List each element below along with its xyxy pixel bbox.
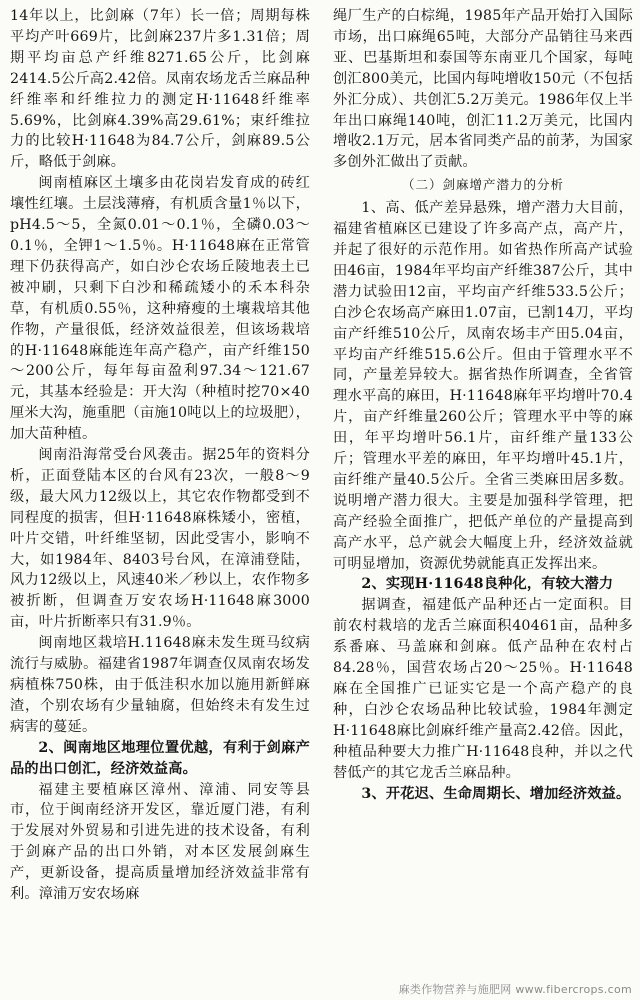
right-paragraph-2: 1、高、低产差异悬殊，增产潜力大目前，福建省植麻区已建设了许多高产点，高产片，并起了很好的示范作用。如省热作所高产试验田46亩，1984年平均亩产纤维387公斤，其中潜力试验田12亩，平均亩产纤维533.5公斤；白沙仑农场高产麻田1.07亩，已割14刀，平均亩产纤维510公斤，凤南农场丰产田5.04亩，平均亩产纤维515.6公斤。但由于管理水平不同，产量差异较大。据省热作所调查，全省管理水平高的麻田，H·11648麻年平均增叶70.4片，亩产纤维量260公斤；管理水平中等的麻田，年平均增叶56.1片，亩纤维产量133公斤；管理水平差的麻田，年平均增叶45.1片，亩纤维产量40.5公斤。全省三类麻田居多数。说明增产潜力很大。主要是加强科学管理，把高产经验全面推广，把低产单位的产量提高到高产水平，总产就会大幅度上升，经济效益就可明显增加，资源优势就能真正发挥出来。 [333,200,633,572]
right-paragraph-3: 2、实现H·11648良种化，有较大潜力 [361,576,614,593]
right-paragraph-1: 绳厂生产的白棕绳，1985年产品开始打入国际市场，出口麻绳65吨，大部分产品销往马来西亚、巴基斯坦和泰国等东南亚几个国家，每吨创汇800美元，比国内每吨增收150元（不包括外汇分成）、共创汇5.2万美元。1986年仅上半年出口麻绳140吨，创汇11.2万美元，比国内增收2.1万元，居本省同类产品的前茅，为国家多创外汇做出了贡献。 [333,8,633,171]
left-paragraph-5: 2、闽南地区地理位置优越，有利于剑麻产品的出口创汇，经济效益高。 [10,739,310,777]
left-paragraph-2: 闽南植麻区土壤多由花岗岩发育成的砖红壤性红壤。土层浅薄瘠，有机质含量1％以下，pH4.5～5，全氮0.01～0.1％，全磷0.03～0.1％，全钾1～1.5％。H·11648麻在正常管理下仍获得高产，如白沙仑农场丘陵地表土已被冲刷，只剩下白沙和稀疏矮小的禾本科杂草，有机质0.55％，这种瘠瘦的土壤栽培其他作物，产量很低，经济效益很差，但该场栽培的H·11648麻能连年高产稳产，亩产纤维150～200公斤，每年每亩盈利97.34～121.67元，其基本经验是：开大沟（种植时挖70×40厘米大沟，施重肥（亩施10吨以上的垃圾肥），加大苗种植。 [10,175,310,443]
site-watermark: 麻类作物营养与施肥网 www.fibercrops.com [398,983,632,996]
left-paragraph-3: 闽南沿海常受台风袭击。据25年的资料分析，正面登陆本区的台风有23次，一般8～9级，最大风力12级以上，其它农作物都受到不同程度的损害，但H·11648麻株矮小，密植，叶片交错，叶纤维坚韧，因此受害小，影响不大，如1984年、8403号台风，在漳浦登陆，风力12级以上，风速40米／秒以上，农作物多被折断，但调查万安农场H·11648麻3000亩，叶片折断率只有31.9％。 [10,447,310,631]
left-paragraph-4: 闽南地区栽培H.11648麻未发生斑马纹病流行与威胁。福建省1987年调查仅凤南农场发病植株750株，由于低洼积水加以施用新鲜麻渣，个别农场有少量轴腐，但始终未有发生过病害的蔓延。 [10,635,310,735]
left-column [10,6,310,905]
section-heading: （二）剑麻增产潜力的分析 [401,177,564,193]
left-paragraph-6: 福建主要植麻区漳州、漳浦、同安等县市，位于闽南经济开发区，靠近厦门港，有利于发展对外贸易和引进先进的技术设备，有利于剑麻产品的出口外销，对本区发展剑麻生产，更新设备，提高质量增加经济效益非常有利。漳浦万安农场麻 [10,781,310,903]
left-paragraph-1: 14年以上，比剑麻（7年）长一倍；周期每株平均产叶669片，比剑麻237片多1.31倍；周期平均亩总产纤维8271.65公斤，比剑麻2414.5公斤高2.42倍。凤南农场龙舌兰麻品种纤维率和纤维拉力的测定H·11648纤维率5.69%，比剑麻4.39%高29.61%；束纤维拉力的比较H·11648为84.7公斤，剑麻89.5公斤，略低于剑麻。 [10,8,310,171]
right-column [333,6,633,804]
right-paragraph-5: 3、开花迟、生命周期长、增加经济效益。 [361,785,631,802]
right-paragraph-4: 据调查，福建低产品种还占一定面积。目前农村栽培的龙舌兰麻面积40461亩，品种多系番麻、马盖麻和剑麻。低产品种在农村占84.28％，国营农场占20～25％。H·11648麻在全国推广已证实它是一个高产稳产的良种，白沙仑农场品种比较试验，1984年测定H·11648麻比剑麻纤维产量高2.42倍。因此，种植品种要大力推广H·11648良种，并以之代替低产的其它龙舌兰麻品种。 [333,597,633,781]
